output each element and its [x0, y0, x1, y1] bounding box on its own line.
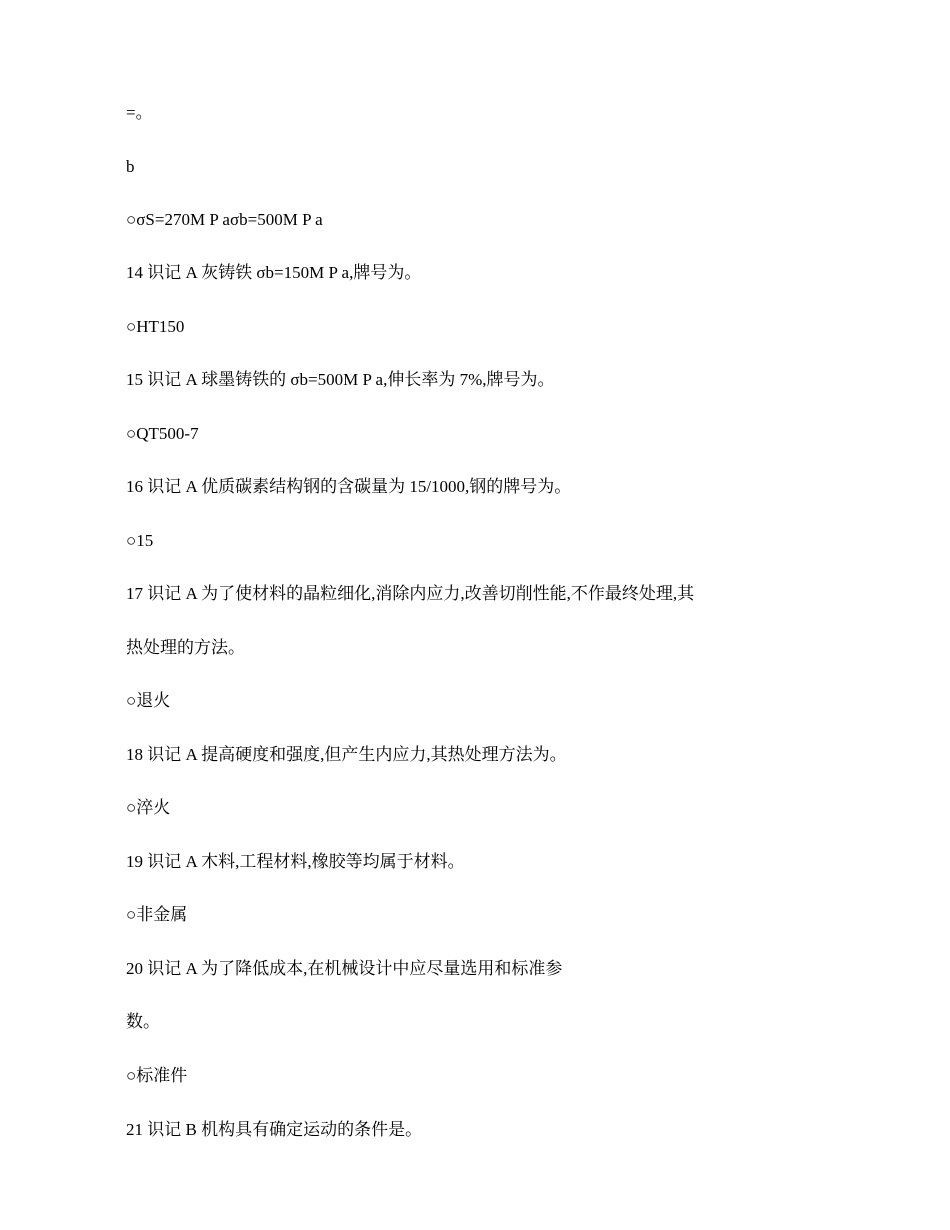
answer-13: ○σS=270M P aσb=500M P a — [126, 210, 323, 229]
question-17-line-2: 热处理的方法。 — [126, 638, 245, 657]
question-18: 18 识记 A 提高硬度和强度,但产生内应力,其热处理方法为。 — [126, 745, 567, 764]
question-20-line-2: 数。 — [126, 1012, 160, 1031]
text-line-fragment: =。 — [126, 103, 153, 122]
question-21: 21 识记 B 机构具有确定运动的条件是。 — [126, 1120, 423, 1139]
answer-14: ○HT150 — [126, 317, 185, 336]
question-15: 15 识记 A 球墨铸铁的 σb=500M P a,伸长率为 7%,牌号为。 — [126, 370, 555, 389]
question-19: 19 识记 A 木料,工程材料,橡胶等均属于材料。 — [126, 852, 465, 871]
question-16: 16 识记 A 优质碳素结构钢的含碳量为 15/1000,钢的牌号为。 — [126, 477, 572, 496]
answer-20: ○标准件 — [126, 1066, 188, 1085]
answer-17: ○退火 — [126, 691, 171, 710]
question-17-line-1: 17 识记 A 为了使材料的晶粒细化,消除内应力,改善切削性能,不作最终处理,其 — [126, 584, 695, 603]
answer-19: ○非金属 — [126, 905, 188, 924]
answer-15: ○QT500-7 — [126, 424, 199, 443]
answer-18: ○淬火 — [126, 798, 171, 817]
answer-16: ○15 — [126, 531, 154, 550]
text-line-b: b — [126, 157, 135, 176]
question-14: 14 识记 A 灰铸铁 σb=150M P a,牌号为。 — [126, 263, 422, 282]
question-20-line-1: 20 识记 A 为了降低成本,在机械设计中应尽量选用和标准参 — [126, 959, 563, 978]
